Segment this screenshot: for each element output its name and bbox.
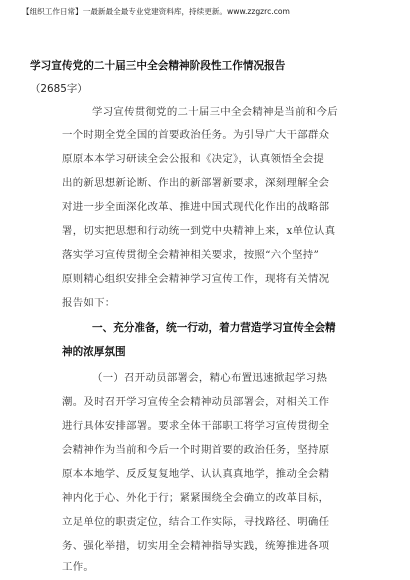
section-para-line: 立足单位的职责定位，结合工作实际，寻找路径、明确任	[62, 516, 330, 528]
section-heading: 神的浓厚氛围	[62, 346, 126, 358]
intro-line: 对进一步全面深化改革、推进中国式现代化作出的战略部	[62, 201, 330, 213]
section-para-line: 进行具体安排部署。要求全体干部职工将学习宣传贯彻全	[62, 420, 330, 432]
document-title: 学习宣传党的二十届三中全会精神阶段性工作情况报告	[30, 60, 286, 72]
section-para-line: 务、强化举措，切实用全会精神指导实践，统筹推进各项	[62, 540, 330, 552]
intro-line: 原原本本学习研读全会公报和《决定》，认真领悟全会提	[62, 153, 325, 165]
section-para-line: 原本本地学、反反复复地学、认认真真地学，推动全会精	[62, 468, 330, 480]
section-para-line: 潮。及时召开学习宣传全会精神动员部署会，对相关工作	[62, 396, 330, 408]
intro-line: 报告如下：	[62, 297, 116, 309]
intro-line: 学习宣传贯彻党的二十届三中全会精神是当前和今后	[92, 106, 338, 118]
intro-line: 一个时期全党全国的首要政治任务。为引导广大干部群众	[62, 129, 330, 141]
intro-line: 原则精心组织安排全会精神学习宣传工作，现将有关情况	[62, 273, 330, 285]
section-heading: 一、充分准备，统一行动，着力营造学习宣传全会精	[92, 322, 336, 334]
section-para-line: 工作。	[62, 561, 95, 573]
word-count: （2685字）	[30, 83, 88, 95]
intro-line: 落实学习宣传贯彻全会精神相关要求，按照“六个坚持”	[62, 249, 320, 261]
section-para-line: （一）召开动员部署会，精心布置迅速掀起学习热	[92, 372, 328, 384]
section-para-line: 神内化于心、外化于行；紧紧围绕全会确立的改革目标，	[62, 492, 330, 504]
intro-line: 署，切实把思想和行动统一到党中央精神上来，x单位认真	[62, 225, 336, 237]
intro-line: 出的新思想新论断、作出的新部署新要求，深刻理解全会	[62, 177, 330, 189]
page-header: 【组织工作日常】一最新最全最专业党建资料库，持续更新。www.zzgzrc.com	[22, 7, 290, 16]
section-para-line: 会精神作为当前和今后一个时期首要的政治任务，坚持原	[62, 444, 330, 456]
